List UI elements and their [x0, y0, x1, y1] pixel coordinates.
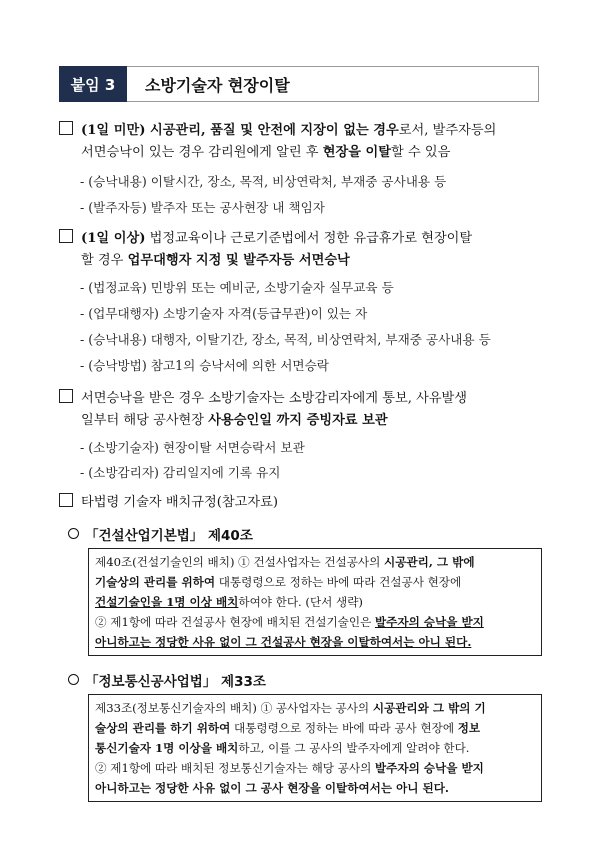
section-2-rest: 법정교육이나 근로기준법에서 정한 유급휴가로 현장이탈: [145, 231, 473, 246]
law-2-bold: 정보: [457, 721, 481, 735]
law-2-text: ② 제1항에 따라 배치된 정보통신기술자는 해당 공사의: [95, 761, 375, 775]
sub-item: - (승낙방법) 참고1의 승낙서에 의한 서면승락: [80, 358, 329, 373]
law-1-heading-text: 「건설산업기본법」 제40조: [85, 528, 253, 544]
sub-item: - (승낙내용) 대행자, 이탈기간, 장소, 목적, 비상연락처, 부재중 공사내용 등: [80, 332, 491, 347]
sub-item: - (발주자등) 발주자 또는 공사현장 내 책임자: [80, 200, 325, 215]
law-1-bold: 시공관리, 그 밖에: [384, 555, 475, 569]
sub-item: - (소방기술자) 현장이탈 서면승락서 보관: [80, 440, 305, 455]
checkbox-bullet-icon: [59, 493, 73, 507]
law-1-heading: [68, 524, 253, 544]
section-2: [59, 228, 549, 272]
appendix-badge: 붙임 3: [59, 66, 127, 102]
law-1-bold: 기술상의 관리를 위하여: [95, 575, 216, 589]
page-title: 소방기술자 현장이탈: [127, 66, 539, 102]
law-1-text: 하여야 한다. (단서 생략): [238, 595, 363, 609]
title-bar: [59, 66, 539, 102]
law-1-underlined: 건설기술인을 1명 이상 배치: [95, 595, 239, 609]
sub-item: - (업무대행자) 소방기술자 자격(등급무관)이 있는 자: [80, 306, 368, 321]
law-2-bold: 시공관리와 그 밖의 기: [372, 701, 486, 715]
law-2-bold: 통신기술자 1명 이상을 배치: [95, 741, 239, 755]
law-2-box: [88, 694, 542, 802]
section-1-line2-end: 할 수 있음: [391, 145, 451, 160]
section-2-line2-bold: 업무대행자 지정 및 발주자등 서면승낙: [127, 253, 350, 268]
section-3-line1: 서면승낙을 받은 경우 소방기술자는 소방감리자에게 통보, 사유발생: [81, 391, 468, 406]
circle-bullet-icon: [68, 528, 79, 539]
section-3-line2-bold: 사용승인일 까지 증빙자료 보관: [208, 413, 388, 428]
law-2-text: 하고, 이를 그 공사의 발주자에게 알려야 한다.: [238, 741, 470, 755]
section-1: [59, 120, 549, 164]
law-2-heading-text: 「정보통신공사업법」 제33조: [85, 674, 266, 690]
law-2-text: 대통령령으로 정하는 바에 따라 공사 현장에: [230, 721, 458, 735]
section-2-line2: 할 경우: [81, 253, 128, 268]
law-1-text: 제40조(건설기술인의 배치) ① 건설사업자는 건설공사의: [95, 555, 385, 569]
section-1-bold: (1일 미만) 시공관리, 품질 및 안전에 지장이 없는 경우: [81, 123, 399, 138]
section-4-text: 타법령 기술자 배치규정(참고자료): [81, 495, 279, 510]
law-1-text: 대통령령으로 정하는 바에 따라 건설공사 현장에: [215, 575, 462, 589]
section-4: [59, 492, 549, 514]
law-2-bold: 술상의 관리를 하기 위하여: [95, 721, 231, 735]
section-3-line2: 일부터 해당 공사현장: [81, 413, 209, 428]
law-1-underlined: 발주자의 승낙을 받지: [374, 615, 484, 629]
law-2-text: 제33조(정보통신기술자의 배치) ① 공사업자는 공사의: [95, 701, 373, 715]
law-2-bold: 아니하고는 정당한 사유 없이 그 공사 현장을 이탈하여서는 아니 된다.: [95, 781, 449, 795]
checkbox-bullet-icon: [59, 229, 73, 243]
law-1-text: ② 제1항에 따라 건설공사 현장에 배치된 건설기술인은: [95, 615, 375, 629]
section-3: [59, 388, 549, 432]
section-1-line2-bold: 현장을 이탈: [322, 145, 392, 160]
section-1-rest: 로서, 발주자등의: [398, 123, 497, 138]
law-2-heading: [68, 670, 266, 690]
circle-bullet-icon: [68, 674, 79, 685]
law-2-bold: 발주자의 승낙을 받지: [374, 761, 484, 775]
law-1-box: [88, 548, 542, 656]
law-1-underlined: 아니하고는 정당한 사유 없이 그 건설공사 현장을 이탈하여서는 아니 된다.: [95, 635, 472, 649]
sub-item: - (소방감리자) 감리일지에 기록 유지: [80, 465, 281, 480]
section-1-line2: 서면승낙이 있는 경우 감리원에게 알린 후: [81, 145, 323, 160]
section-2-bold: (1일 이상): [81, 231, 146, 246]
checkbox-bullet-icon: [59, 121, 73, 135]
checkbox-bullet-icon: [59, 389, 73, 403]
sub-item: - (법정교육) 민방위 또는 예비군, 소방기술자 실무교육 등: [80, 280, 394, 295]
sub-item: - (승낙내용) 이탈시간, 장소, 목적, 비상연락처, 부재중 공사내용 등: [80, 174, 447, 189]
